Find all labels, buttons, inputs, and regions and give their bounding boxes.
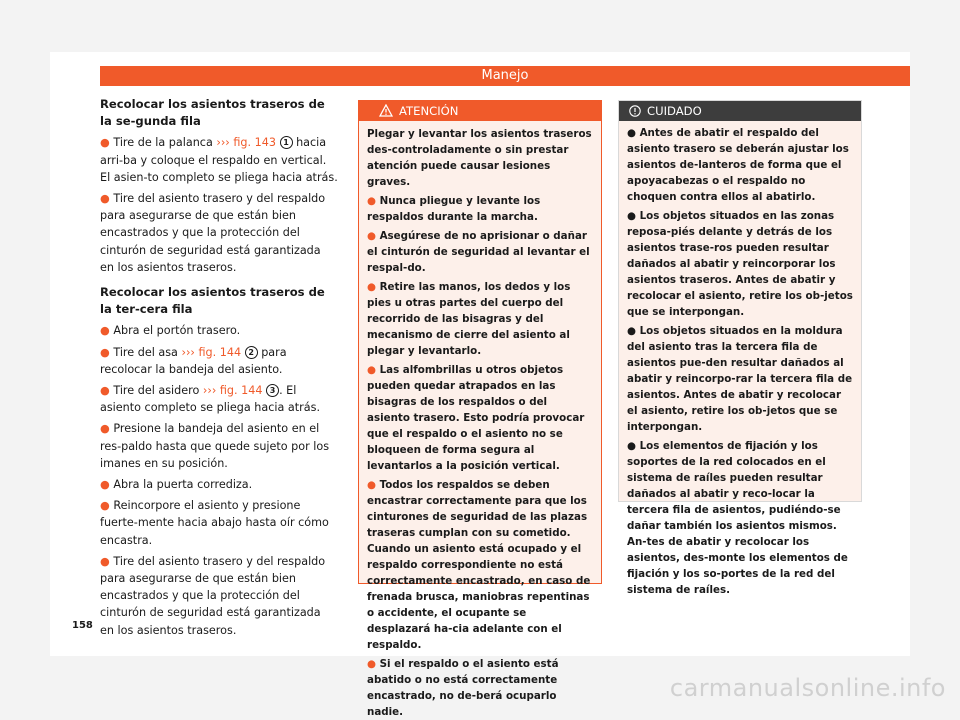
step-text: . El asiento completo se pliega hacia atrás.: [100, 384, 321, 415]
attention-body: [359, 121, 601, 720]
step-reincorporate: [100, 497, 338, 549]
step-text: Tire del asidero: [113, 384, 200, 398]
bullet: ●: [367, 364, 380, 376]
bullet: ●: [367, 479, 380, 491]
caution-box: [618, 100, 862, 596]
attention-item: [367, 477, 593, 653]
instructions-column: [100, 96, 338, 643]
step-text: para recolocar la bandeja del asiento.: [100, 345, 287, 376]
step-text: Abra el portón trasero.: [113, 324, 241, 338]
step-pull-handle: [100, 344, 338, 378]
caution-item: [627, 438, 853, 598]
attention-intro: Plegar y levantar los asientos traseros des-controladamente o sin prestar atención puede causar lesiones graves.: [367, 128, 592, 188]
attention-header: [359, 101, 601, 121]
warning-triangle-icon: [379, 104, 393, 117]
caution-body: [619, 121, 861, 598]
attention-title: ATENCIÓN: [399, 104, 459, 118]
step-lever: [100, 134, 338, 186]
bullet: ●: [367, 230, 380, 242]
bullet: ●: [100, 324, 114, 338]
heading-second-row: Recolocar los asientos traseros de la se-gunda fila: [100, 97, 325, 129]
caution-item: [627, 208, 853, 320]
step-text: hacia arri-ba y coloque el respaldo en vertical. El asien-to completo se pliega hacia atrás.: [100, 136, 338, 184]
caution-item-text: Los elementos de fijación y los soportes de la red colocados en el sistema de raíles pueden resultar dañados al abatir y reco-locar la tercera fila de asientos, pudiéndo-se dañar también los asientos mismos. An-tes de abatir y recolocar los asientos, des-monte los elementos de fijación y los so-portes de la red del sistema de raíles.: [627, 440, 848, 596]
bullet: ●: [100, 384, 114, 398]
bullet: ●: [627, 325, 640, 337]
callout-number: 3: [266, 384, 279, 397]
bullet: ●: [100, 422, 114, 436]
bullet: ●: [100, 192, 114, 206]
step-text: Tire del asiento trasero y del respaldo para asegurarse de que están bien encastrados y que la protección del cinturón de seguridad está garantizada en los asientos traseros.: [100, 554, 326, 637]
info-circle-icon: [629, 105, 641, 117]
bullet: ●: [367, 195, 380, 207]
attention-item-text: Retire las manos, los dedos y los pies u otras partes del cuerpo del recorrido de las bisagras y del mecanismo de cierre del asiento al plegar y levantarlo.: [367, 281, 571, 357]
attention-item-text: Todos los respaldos se deben encastrar correctamente para que los cinturones de seguridad de las plazas traseras cumplan con su cometido. Cuando un asiento está ocupado y el respaldo correspondiente no está correctamente encastrado, en caso de frenada brusca, maniobras repentinas o accidente, el ocupante se desplazará ha-cia adelante con el respaldo.: [367, 479, 591, 651]
step-open-tailgate: [100, 322, 338, 339]
bullet: ●: [100, 345, 114, 359]
attention-item: [367, 193, 593, 225]
bullet: ●: [367, 658, 380, 670]
bullet: ●: [367, 281, 380, 293]
step-text: Tire del asa: [113, 345, 178, 359]
section-header: Manejo: [100, 66, 910, 86]
caution-title: CUIDADO: [647, 104, 702, 118]
heading-third-row: Recolocar los asientos traseros de la ter-cera fila: [100, 285, 325, 317]
step-check-final: [100, 553, 338, 639]
callout-number: 1: [280, 136, 293, 149]
bullet: ●: [627, 440, 640, 452]
caution-item-text: Antes de abatir el respaldo del asiento trasero se deberán ajustar los asientos de-lanteros de forma que el apoyacabezas o el respaldo no choquen contra ellos al abatirlo.: [627, 127, 849, 203]
bullet: ●: [100, 478, 114, 492]
attention-item: [367, 228, 593, 276]
caution-header: [619, 101, 861, 121]
step-text: Presione la bandeja del asiento en el res-paldo hasta que quede sujeto por los imanes en su posición.: [100, 422, 330, 470]
attention-item-text: Nunca pliegue y levante los respaldos durante la marcha.: [367, 195, 541, 223]
step-pull-grip: [100, 382, 338, 416]
step-press-tray: [100, 420, 338, 472]
caution-item: [627, 323, 853, 435]
bullet: ●: [627, 127, 640, 139]
attention-item: [367, 279, 593, 359]
page-number: 158: [72, 620, 93, 631]
attention-item-text: Asegúrese de no aprisionar o dañar el cinturón de seguridad al levantar el respal-do.: [367, 230, 590, 274]
attention-item: [367, 656, 593, 720]
caution-item: [627, 125, 853, 205]
bullet: ●: [100, 499, 114, 513]
bullet: ●: [627, 210, 640, 222]
step-text: Tire de la palanca: [113, 136, 213, 150]
callout-number: 2: [245, 346, 258, 359]
step-text: Abra la puerta corrediza.: [113, 478, 253, 492]
step-open-door: [100, 476, 338, 493]
fig-143-link[interactable]: ››› fig. 143: [216, 136, 276, 150]
bullet: ●: [100, 554, 114, 568]
fig-144-link[interactable]: ››› fig. 144: [181, 345, 242, 359]
caution-item-text: Los objetos situados en las zonas reposa-piés delante y detrás de los asientos trase-ros pueden resultar dañados al abatir y reincorporar los asientos traseros. Antes de abatir y recolocar el asiento, retire los ob-jetos que se interpongan.: [627, 210, 853, 318]
watermark: carmanualsonline.info: [669, 674, 946, 702]
attention-item-text: Las alfombrillas u otros objetos pueden quedar atrapados en las bisagras de los respaldos o del asiento trasero. Esto podría provocar que el respaldo o el asiento no se bloqueen de forma segura al levantarlos a la posición vertical.: [367, 364, 585, 472]
attention-item: [367, 362, 593, 474]
fig-144-link[interactable]: ››› fig. 144: [202, 384, 263, 398]
bullet: ●: [100, 136, 114, 150]
step-check: [100, 190, 338, 276]
attention-item-text: Si el respaldo o el asiento está abatido o no está correctamente encastrado, no de-berá ocuparlo nadie.: [367, 658, 559, 718]
step-text: Tire del asiento trasero y del respaldo para asegurarse de que están bien encastrados y que la protección del cinturón de seguridad está garantizada en los asientos traseros.: [100, 192, 326, 274]
step-text: Reincorpore el asiento y presione fuerte-mente hacia abajo hasta oír cómo encastra.: [100, 499, 329, 547]
caution-item-text: Los objetos situados en la moldura del asiento tras la tercera fila de asientos pue-den resultar dañados al abatir y reincorpo-rar la tercera fila de asientos. Antes de abatir y recolocar el asiento, retire los ob-jetos que se interpongan.: [627, 325, 853, 433]
attention-box: [358, 100, 602, 718]
